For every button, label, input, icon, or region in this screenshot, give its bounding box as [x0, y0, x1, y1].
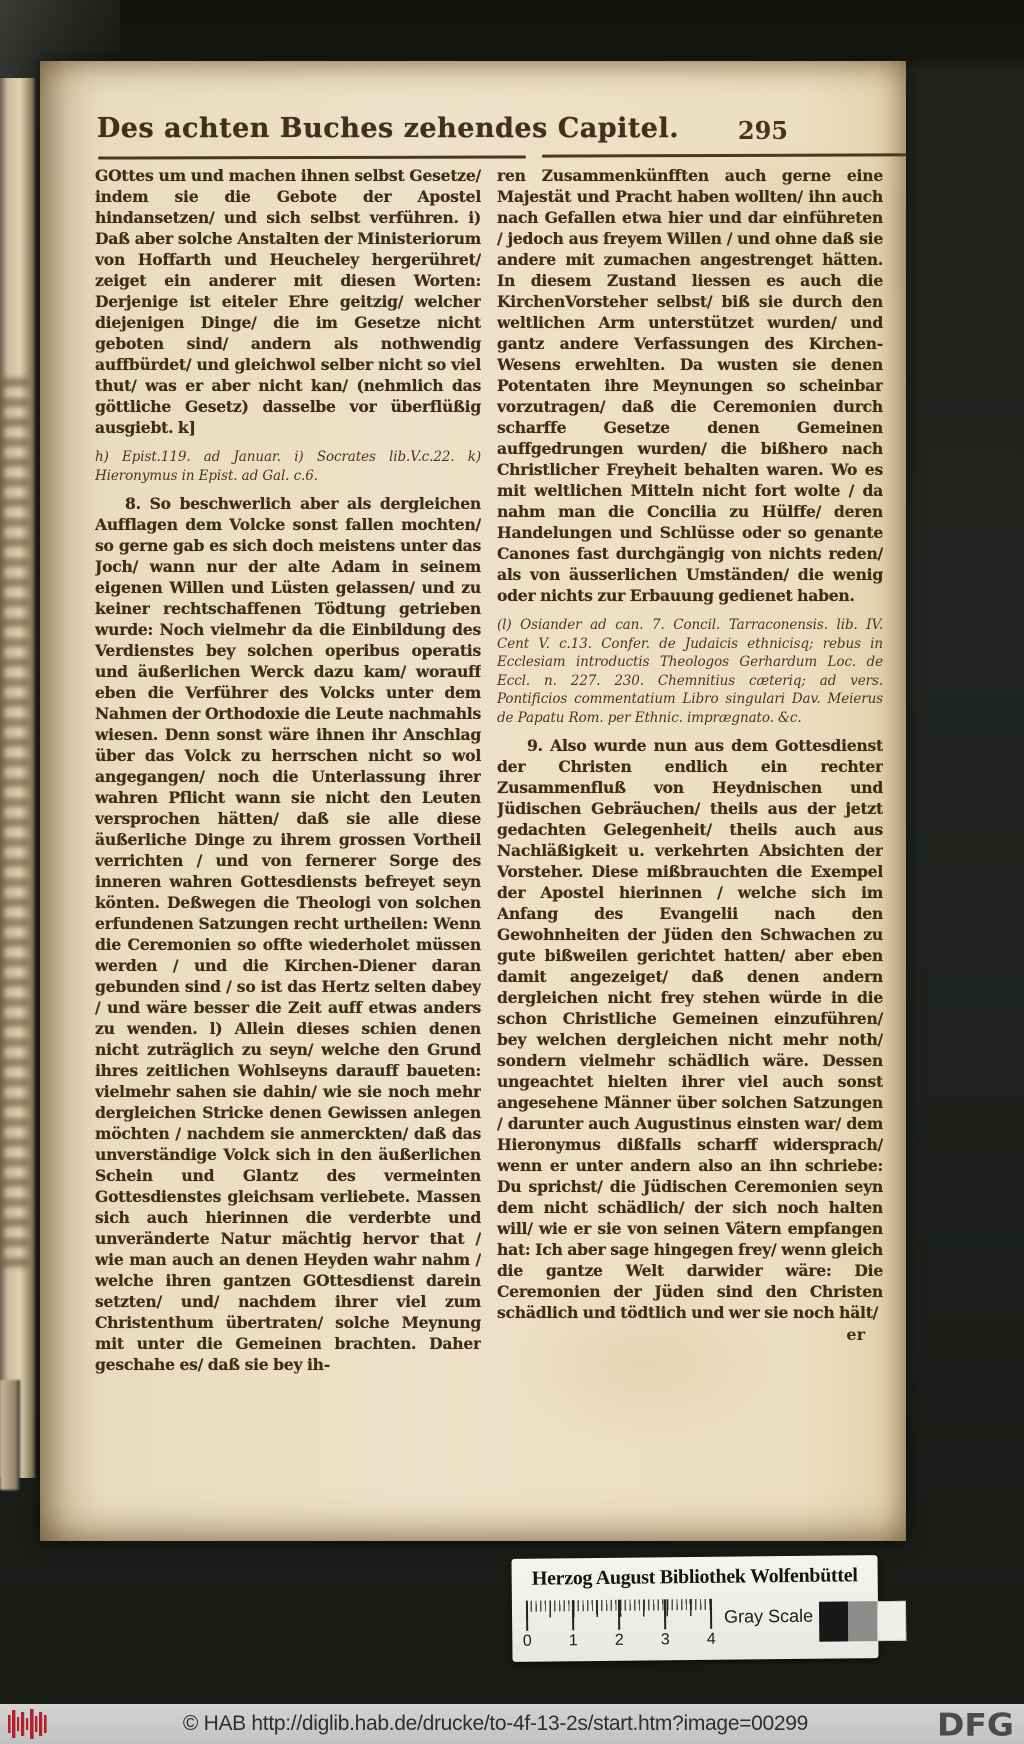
library-scale-label: [511, 1555, 878, 1662]
library-name: Herzog August Bibliothek Wolfenbüttel: [531, 1564, 858, 1590]
right-paragraph-continuation: ren Zusammenkünfften auch gerne eine Majestät und Pracht haben wollten/ ihn auch nach Gefallen etwa hier und dar einführeten / jedoch aus freyem Willen / und ohne daß sie andere mit zumachen angestrenget hätten. In diesem Zustand liessen es auch die KirchenVorsteher selbst/ biß sie durch den weltlichen Arm unterstützet wurden/ und gantz andere Verfassungen des Kirchen-Wesens erwehlten. Da wusten sie denen Potentaten ihre Meynungen so scheinbar vorzutragen/ daß die Ceremonien durch scharffe Gesetze denen Gemeinen auffgedrungen wurden/ die bißhero nach Christlicher Freyheit behalten waren. Wo es mit weltlichen Mitteln nicht fort wolte / da nahm man die Concilia zu Hülffe/ deren Handelungen und Schlüsse oder so genante Canones fast durchgängig von nichts reden/ als von äusserlichen Umständen/ die wenig oder nichts zur Erbauung gedienet haben.: [497, 166, 883, 605]
copyright-url: © HAB http://diglib.hab.de/drucke/to-4f-13-2s/start.htm?image=00299: [182, 1712, 809, 1735]
gray-scale-gray-swatch: [848, 1601, 877, 1641]
facing-page-edge-bottom: [0, 1380, 20, 1490]
header-rule-left: [98, 155, 526, 159]
left-column: [95, 165, 481, 1455]
left-paragraph-8: 8. So beschwerlich aber als dergleichen Aufflagen dem Volcke sonst fallen mochten/ so gerne gab es sich doch meistens unter das Joch/ wann nur der alte Adam in seinem eigenen Willen und Lüsten gelassen/ und zu keiner rechtschaffenen Tödtung getrieben wurde: Noch vielmehr da die Einbildung des Verdienstes bey solchen operibus operatis und äußerlichen Werck dazu kam/ worauff eben die Verführer des Volcks unter dem Nahmen der Orthodoxie die Leute nachmahls wiesen. Denn sonst wäre ihnen ihr Anschlag über das Volck zu herrschen nicht so wol angegangen/ noch die Unterlassung ihrer wahren Pflicht wann sie nicht den Leuten versprochen hätten/ daß sie alle diese äußerliche Dinge zu ihrem grossen Vortheil verrichten / und von fernerer Sorge des inneren wahren Gottesdiensts befreyet seyn könten. Deßwegen die Theologi von solchen erfundenen Satzungen recht urtheilen: Wenn die Ceremonien so offte wiederholet müssen werden / und die Kirchen-Diener daran gebunden sind / so ist das Hertz selten dabey / und wäre besser die Zeit auff etwas anders zu wenden. l) Allein dieses schien denen nicht zuträglich zu seyn/ welche den Grund ihres zeitlichen Wohlseyns darauff baueten: vielmehr sahen sie dahin/ wie sie noch mehr dergleichen Stricke denen Gewissen anlegen möchten / nachdem sie anmerckten/ daß das unverständige Volck sich in den äußerlichen Schein und Glantz des vermeinten Gottesdienstes gleichsam verliebete. Massen sich auch hierinnen die verderbte und unveränderte Natur mächtig hervor that / wie man auch an denen Heyden wahr nahm / welche ihren gantzen GOttesdienst darein setzten/ und/ nachdem ihrer viel zum Christenthum übertraten/ solche Meynung mit unter die Gemeinen brachten. Daher geschahe es/ daß sie bey ih-: [95, 494, 481, 1374]
facing-page-edge: [0, 78, 36, 1478]
chapter-heading: Des achten Buches zehendes Capitel.: [96, 113, 680, 144]
page-header: [40, 113, 906, 153]
ruler-major-tick: [710, 1599, 712, 1629]
page-number: 295: [737, 116, 788, 145]
ruler-number: 0: [522, 1632, 532, 1650]
gray-scale-caption: Gray Scale: [723, 1605, 814, 1627]
dfg-logo: DFG: [936, 1705, 1014, 1743]
header-rule-right: [542, 153, 906, 157]
ruler-major-tick: [526, 1601, 528, 1631]
ruler-major-tick: [572, 1600, 574, 1630]
ruler-major-tick: [664, 1599, 666, 1629]
left-footnotes: h) Epist.119. ad Januar. i) Socrates lib.V.c.22. k) Hieronymus in Epist. ad Gal. c.6.: [95, 449, 481, 484]
text-columns: [95, 165, 883, 1455]
ruler-number: 3: [660, 1631, 670, 1649]
cm-ruler: [522, 1599, 716, 1653]
catchword: er: [846, 1325, 865, 1344]
gray-scale-swatches: [819, 1601, 906, 1642]
hab-logo-icon: [6, 1706, 54, 1742]
right-paragraph-9: 9. Also wurde nun aus dem Gottesdienst der Christen endlich ein rechter Zusammenfluß von Heydnischen und Jüdischen Gebräuchen/ theils aus der jetzt gedachten Gelegenheit/ theils auch aus Nachläßigkeit u. verkehrten Absichten der Vorsteher. Diese mißbrauchten die Exempel der Apostel hierinnen / welche sich im Anfang des Evangelii nach den Gewohnheiten der Jüden den Schwachen zu gute bißweilen gerichtet hatten/ aber eben damit angezeiget/ daß denen andern dergleichen nicht frey stehen würde in die schon Christliche Gemeinen einzuführen/ bey welchen dergleichen nicht mehr noth/ sondern vielmehr schädlich wäre. Dessen ungeachtet hielten ihrer viel auch sonst angesehene Männer über solchen Satzungen / darunter auch Augustinus einsten war/ dem Hieronymus dißfalls scharff widersprach/ wenn er unter andern also an ihn schriebe: Du sprichst/ die Jüdischen Ceremonien seyn dem nicht schädlich/ der sich noch halten will/ wie er sie von seinen Vätern empfangen hat: Ich aber sage hingegen frey/ wenn gleich die gantze Welt darwider wäre: Die Ceremonien der Jüden sind den Christen schädlich und tödtlich und wer sie noch hält/: [497, 736, 883, 1322]
book-page: [40, 61, 906, 1541]
gray-scale-black-swatch: [819, 1601, 848, 1641]
gray-scale-white-swatch: [877, 1601, 906, 1641]
ruler-number: 2: [614, 1631, 624, 1649]
digitization-footer: [0, 1704, 1024, 1744]
ruler-major-tick: [618, 1600, 620, 1630]
right-column: [497, 165, 883, 1455]
scale-row: [522, 1597, 869, 1655]
right-footnote-l: (l) Osiander ad can. 7. Concil. Tarraconensis. lib. IV. Cent V. c.13. Confer. de Judaicis ethnicisq; rebus in Ecclesiam introductis Theologos Gerhardum Loc. de Eccl. n. 227. 230. Chemnitius cæteriq; ad vers. Pontificios commentatium Libro singulari Dav. Meierus de Papatu Rom. per Ethnic. imprægnato. &c.: [497, 617, 883, 726]
left-paragraph-continuation: GOttes um und machen ihnen selbst Gesetze/ indem sie die Gebote der Apostel hindansetzen/ und sich selbst verführen. i) Daß aber solche Anstalten der Ministeriorum von Hoffarth und Heucheley hergerühret/ zeiget ein anderer mit diesen Worten: Derjenige ist eiteler Ehre geitzig/ welcher diejenigen Dinge/ die im Gesetze nicht geboten sind/ andern als nothwendig auffbürdet/ und gleichwol selber nicht so viel thut/ was er aber nicht kan/ (nehmlich das göttliche Gesetz) dasselbe vor überflüßig ausgiebt. k]: [95, 166, 481, 437]
ruler-number: 1: [568, 1632, 578, 1650]
ruler-number: 4: [706, 1630, 716, 1648]
